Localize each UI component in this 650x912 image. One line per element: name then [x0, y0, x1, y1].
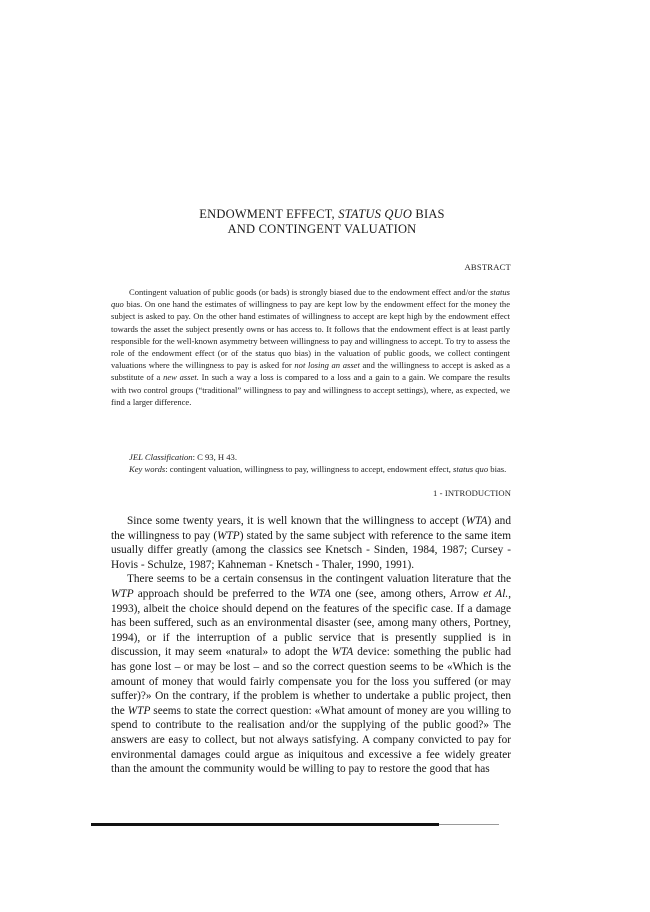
intro-paragraph-1: Since some twenty years, it is well known that the willingness to accept (WTA) and the willingness to pay (WTP) stated by the same subject with reference to the same item usually differ greatly (among the classics see Knetsch - Sinden, 1984, 1987; Cursey - Hovis - Schulze, 1987; Kahneman - Knetsch - Thaler, 1990, 1991).: [111, 515, 511, 571]
abstract-heading: ABSTRACT: [464, 262, 511, 272]
title-line-1: ENDOWMENT EFFECT, STATUS QUO BIAS: [199, 207, 445, 221]
jel-classification: JEL Classification: C 93, H 43.: [129, 452, 237, 462]
key-words: Key words: contingent valuation, willingness to pay, willingness to accept, endowment effect, status quo bias.: [129, 464, 507, 475]
classification-block: [111, 451, 510, 476]
introduction-text: [111, 514, 511, 777]
abstract-text: Contingent valuation of public goods (or bads) is strongly biased due to the endowment effect and/or the status quo bias. On one hand the estimates of willingness to pay are kept low by the endowment effect for the money the subject is asked to pay. On the other hand estimates of willingness to accept are kept high by the endowment effect towards the asset the subject presently owns or has access to. It follows that the endowment effect is at least partly responsible for the well-known asymmetry between willingness to pay and willingness to accept. To try to assess the role of the endowment effect (or of the status quo bias) in the valuation of public goods, we collect contingent valuations where the willingness to pay is asked for not losing an asset and the willingness to accept is asked as a substitute of a new asset. In such a way a loss is compared to a loss and a gain to a gain. We compare the results with two control groups (“traditional” willingness to pay and willingness to accept settings), where, as expected, we find a larger difference.: [111, 287, 511, 407]
intro-paragraph-2: There seems to be a certain consensus in the contingent valuation literature that the WTP approach should be preferred to the WTA one (see, among others, Arrow et Al., 1993), albeit the choice should depend on the features of the specific case. If a damage has been suffered, such as an environmental disaster (see, among many others, Portney, 1994), or if the interruption of a public service that is presently supplied is in discussion, it may seem «natural» to adopt the WTA device: something the public had has gone lost – or may be lost – and so the correct question seems to be «Which is the amount of money that would fairly compensate you for the loss you suffered (or may suffer)?» On the contrary, if the problem is whether to undertake a public project, then the WTP seems to state the correct question: «What amount of money are you willing to spend to contribute to the realisation and/or the supplying of the public good?» The answers are easy to collect, but not always satisfying. A company convicted to pay for environmental damages could argue as iniquitous and excessive a fee widely greater than the amount the community would be willing to pay to restore the good that has: [111, 573, 512, 776]
paper-title: [112, 207, 532, 237]
title-line-2: AND CONTINGENT VALUATION: [227, 222, 417, 236]
title-italic-status-quo: STATUS QUO: [338, 207, 413, 221]
bottom-rule: [91, 823, 439, 826]
bottom-rule-tail: [439, 824, 499, 825]
section-heading-introduction: 1 - INTRODUCTION: [433, 488, 511, 498]
